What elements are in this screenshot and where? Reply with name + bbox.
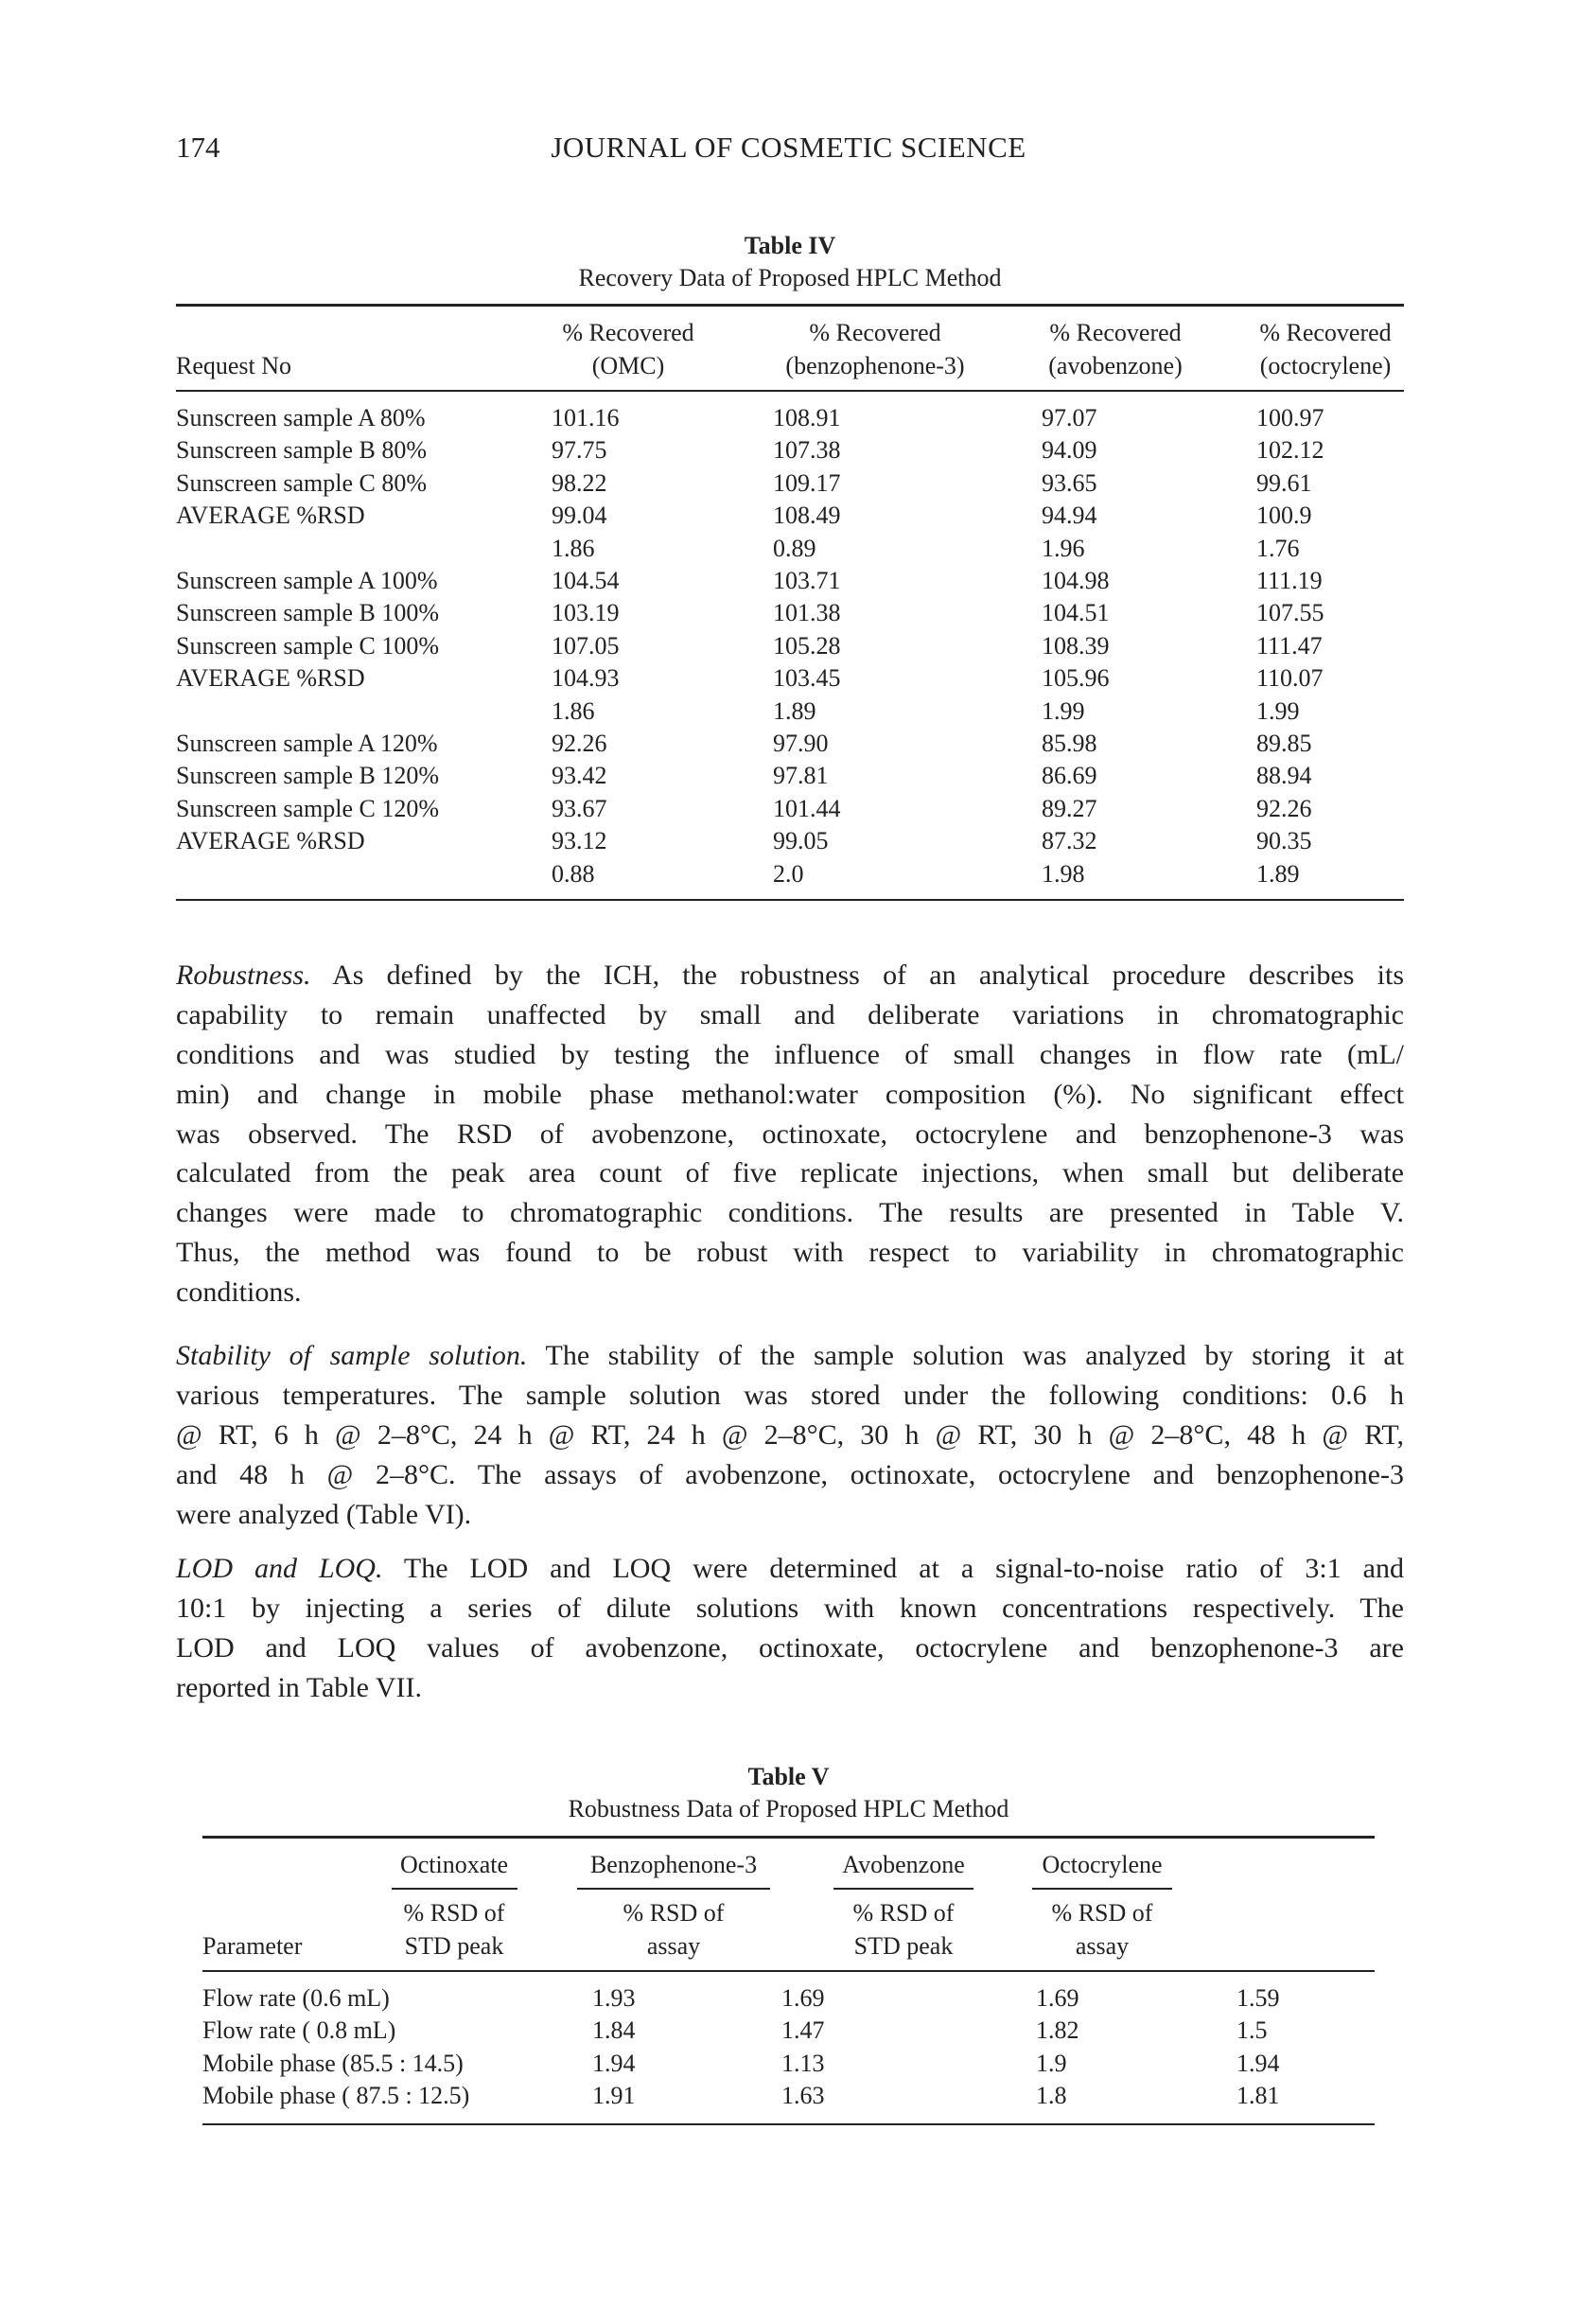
row-label: Flow rate ( 0.8 mL) — [202, 2016, 396, 2045]
line-text: was observed. The RSD of avobenzone, octinoxate, octocrylene and benzophenone-3 was — [176, 1118, 1404, 1150]
group-header: Benzophenone-3 — [589, 1851, 758, 1878]
column-header: STD peak — [853, 1932, 954, 1960]
column-header: (benzophenone-3) — [785, 352, 965, 379]
cell-value: 1.89 — [1256, 859, 1300, 888]
cell-value: 104.54 — [552, 567, 620, 594]
cell-value: 1.5 — [1236, 2016, 1268, 2045]
group-underline — [577, 1888, 770, 1890]
cell-value: 1.47 — [781, 2016, 825, 2045]
table-v-caption: Robustness Data of Proposed HPLC Method — [568, 1795, 1009, 1822]
line-text: @ RT, 6 h @ 2–8°C, 24 h @ RT, 24 h @ 2–8°C, 30 h @ RT, 30 h @ 2–8°C, 48 h @ RT, — [176, 1418, 1404, 1451]
row-label: Sunscreen sample C 120% — [176, 794, 440, 822]
cell-value: 1.69 — [781, 1984, 825, 2012]
cell-value: 87.32 — [1042, 827, 1097, 855]
cell-value: 1.76 — [1256, 534, 1300, 562]
table-v — [202, 0, 1375, 2306]
line-text: conditions and was studied by testing the influence of small changes in flow rate (mL/ — [176, 1038, 1404, 1070]
column-header: % Recovered — [562, 319, 694, 346]
row-label: AVERAGE %RSD — [176, 664, 365, 693]
column-header: assay — [1075, 1932, 1130, 1960]
running-header: JOURNAL OF COSMETIC SCIENCE — [551, 131, 1026, 164]
table-row — [202, 2080, 1375, 2112]
column-header: % Recovered — [809, 319, 941, 346]
line-text: min) and change in mobile phase methanol:water composition (%). No significant effect — [176, 1078, 1404, 1110]
cell-value: 94.09 — [1042, 436, 1097, 465]
row-label: Mobile phase ( 87.5 : 12.5) — [202, 2082, 470, 2110]
table-iv-label: Table IV — [744, 232, 836, 259]
cell-value: 97.07 — [1042, 404, 1097, 431]
cell-value: 101.16 — [552, 404, 620, 431]
cell-value: 86.69 — [1042, 762, 1097, 790]
cell-value: 93.65 — [1042, 468, 1097, 497]
cell-value: 97.90 — [773, 730, 829, 757]
cell-value: 93.67 — [552, 794, 607, 822]
cell-value: 111.47 — [1256, 631, 1323, 660]
column-header: (octocrylene) — [1259, 352, 1392, 379]
line-text: LOD and LOQ values of avobenzone, octinoxate, octocrylene and benzophenone-3 are — [176, 1631, 1404, 1663]
paragraph-lead: Robustness. — [176, 959, 311, 991]
cell-value: 90.35 — [1256, 827, 1312, 855]
table-row — [202, 2048, 1375, 2080]
cell-value: 105.96 — [1042, 664, 1110, 693]
cell-value: 111.19 — [1256, 567, 1323, 594]
cell-value: 1.98 — [1042, 859, 1085, 888]
row-label: Sunscreen sample B 80% — [176, 436, 428, 465]
cell-value: 108.91 — [773, 404, 841, 431]
row-label: Sunscreen sample B 120% — [176, 762, 440, 790]
line-text: conditions. — [176, 1276, 302, 1309]
line-text: capability to remain unaffected by small and deliberate variations in chromatographic — [176, 998, 1404, 1030]
column-header: % RSD of — [1051, 1899, 1153, 1927]
cell-value: 1.93 — [592, 1984, 636, 2012]
cell-value: 101.38 — [773, 599, 841, 627]
line-text: and 48 h @ 2–8°C. The assays of avobenzone, octinoxate, octocrylene and benzophenone-3 — [176, 1458, 1404, 1490]
cell-value: 1.86 — [552, 696, 595, 725]
column-header: STD peak — [404, 1932, 504, 1960]
column-header: % Recovered — [1259, 319, 1392, 346]
row-label: AVERAGE %RSD — [176, 502, 365, 530]
cell-value: 0.89 — [773, 534, 816, 562]
cell-value: 0.88 — [552, 859, 595, 888]
line-text: Thus, the method was found to be robust with respect to variability in chromatographic — [176, 1237, 1404, 1269]
cell-value: 1.63 — [781, 2082, 825, 2110]
cell-value: 1.89 — [773, 696, 816, 725]
row-label: Sunscreen sample B 100% — [176, 599, 440, 627]
cell-value: 102.12 — [1256, 436, 1324, 465]
row-label: Sunscreen sample A 100% — [176, 567, 438, 594]
cell-value: 1.94 — [1236, 2049, 1280, 2077]
cell-value: 2.0 — [773, 859, 804, 888]
cell-value: 1.96 — [1042, 534, 1085, 562]
column-header: assay — [646, 1932, 701, 1960]
table-row — [202, 1982, 1375, 2015]
cell-value: 99.61 — [1256, 468, 1312, 497]
row-label: Sunscreen sample A 120% — [176, 730, 438, 757]
cell-value: 107.38 — [773, 436, 841, 465]
column-header: (avobenzone) — [1048, 352, 1183, 379]
cell-value: 93.42 — [552, 762, 607, 790]
cell-value: 1.81 — [1236, 2082, 1280, 2110]
cell-value: 1.99 — [1256, 696, 1300, 725]
cell-value: 104.98 — [1042, 567, 1110, 594]
cell-value: 99.05 — [773, 827, 829, 855]
cell-value: 98.22 — [552, 468, 607, 497]
cell-value: 92.26 — [1256, 794, 1312, 822]
row-label: AVERAGE %RSD — [176, 827, 365, 855]
cell-value: 100.9 — [1256, 502, 1312, 530]
cell-value: 94.94 — [1042, 502, 1097, 530]
table-top-rule — [202, 1836, 1375, 1839]
column-header: (OMC) — [591, 352, 665, 379]
row-label: Flow rate (0.6 mL) — [202, 1984, 390, 2012]
group-header: Octinoxate — [399, 1851, 509, 1878]
cell-value: 104.51 — [1042, 599, 1110, 627]
cell-value: 88.94 — [1256, 762, 1312, 790]
cell-value: 97.75 — [552, 436, 607, 465]
line-text: reported in Table VII. — [176, 1671, 423, 1703]
cell-value: 108.49 — [773, 502, 841, 530]
line-text: The LOD and LOQ were determined at a signal-to-noise ratio of 3:1 and — [403, 1553, 1404, 1584]
line-text: As defined by the ICH, the robustness of an analytical procedure describes its — [332, 959, 1404, 991]
row-label: Mobile phase (85.5 : 14.5) — [202, 2049, 464, 2077]
row-label: Sunscreen sample C 80% — [176, 468, 428, 497]
cell-value: 92.26 — [552, 730, 607, 757]
line-text: calculated from the peak area count of five replicate injections, when small but deliberate — [176, 1157, 1404, 1189]
column-header: % RSD of — [403, 1899, 505, 1927]
cell-value: 103.19 — [552, 599, 620, 627]
cell-value: 97.81 — [773, 762, 829, 790]
row-label: Sunscreen sample A 80% — [176, 404, 426, 431]
cell-value: 1.84 — [592, 2016, 636, 2045]
cell-value: 103.45 — [773, 664, 841, 693]
cell-value: 1.8 — [1036, 2082, 1067, 2110]
group-underline — [1032, 1888, 1172, 1890]
paragraph-lead: LOD and LOQ. — [176, 1553, 383, 1584]
cell-value: 1.59 — [1236, 1984, 1280, 2012]
column-header: Request No — [176, 352, 292, 379]
table-iv-caption: Recovery Data of Proposed HPLC Method — [578, 264, 1002, 291]
line-text: various temperatures. The sample solution was stored under the following conditions: 0.6 h — [176, 1379, 1404, 1411]
column-header: % RSD of — [623, 1899, 725, 1927]
group-header: Octocrylene — [1042, 1851, 1163, 1878]
paragraph-lead: Stability of sample solution. — [176, 1340, 528, 1371]
cell-value: 105.28 — [773, 631, 841, 660]
cell-value: 1.82 — [1036, 2016, 1079, 2045]
line-text: were analyzed (Table VI). — [176, 1498, 472, 1530]
table-bottom-rule — [202, 2123, 1375, 2125]
cell-value: 99.04 — [552, 502, 607, 530]
cell-value: 1.91 — [592, 2082, 636, 2110]
cell-value: 1.9 — [1036, 2049, 1067, 2077]
column-header: % RSD of — [852, 1899, 955, 1927]
line-text: The stability of the sample solution was analyzed by storing it at — [545, 1340, 1404, 1371]
cell-value: 104.93 — [552, 664, 620, 693]
table-row — [202, 2015, 1375, 2047]
group-header: Avobenzone — [842, 1851, 965, 1878]
cell-value: 89.85 — [1256, 730, 1312, 757]
cell-value: 1.13 — [781, 2049, 825, 2077]
column-header: Parameter — [202, 1932, 303, 1960]
cell-value: 110.07 — [1256, 664, 1324, 693]
cell-value: 107.05 — [552, 631, 620, 660]
group-underline — [392, 1888, 517, 1890]
row-label: Sunscreen sample C 100% — [176, 631, 440, 660]
cell-value: 1.86 — [552, 534, 595, 562]
cell-value: 89.27 — [1042, 794, 1097, 822]
cell-value: 93.12 — [552, 827, 607, 855]
page-number: 174 — [176, 131, 220, 164]
group-underline — [833, 1888, 973, 1890]
cell-value: 1.94 — [592, 2049, 636, 2077]
line-text: 10:1 by injecting a series of dilute solutions with known concentrations respectively. The — [176, 1592, 1404, 1624]
cell-value: 85.98 — [1042, 730, 1097, 757]
cell-value: 1.69 — [1036, 1984, 1079, 2012]
column-header: % Recovered — [1049, 319, 1182, 346]
line-text: changes were made to chromatographic conditions. The results are presented in Table V. — [176, 1197, 1404, 1229]
cell-value: 100.97 — [1256, 404, 1324, 431]
cell-value: 101.44 — [773, 794, 841, 822]
cell-value: 103.71 — [773, 567, 841, 594]
cell-value: 108.39 — [1042, 631, 1110, 660]
cell-value: 109.17 — [773, 468, 841, 497]
header-rule — [202, 1970, 1375, 1972]
cell-value: 1.99 — [1042, 696, 1085, 725]
cell-value: 107.55 — [1256, 599, 1324, 627]
table-v-label: Table V — [747, 1763, 830, 1790]
